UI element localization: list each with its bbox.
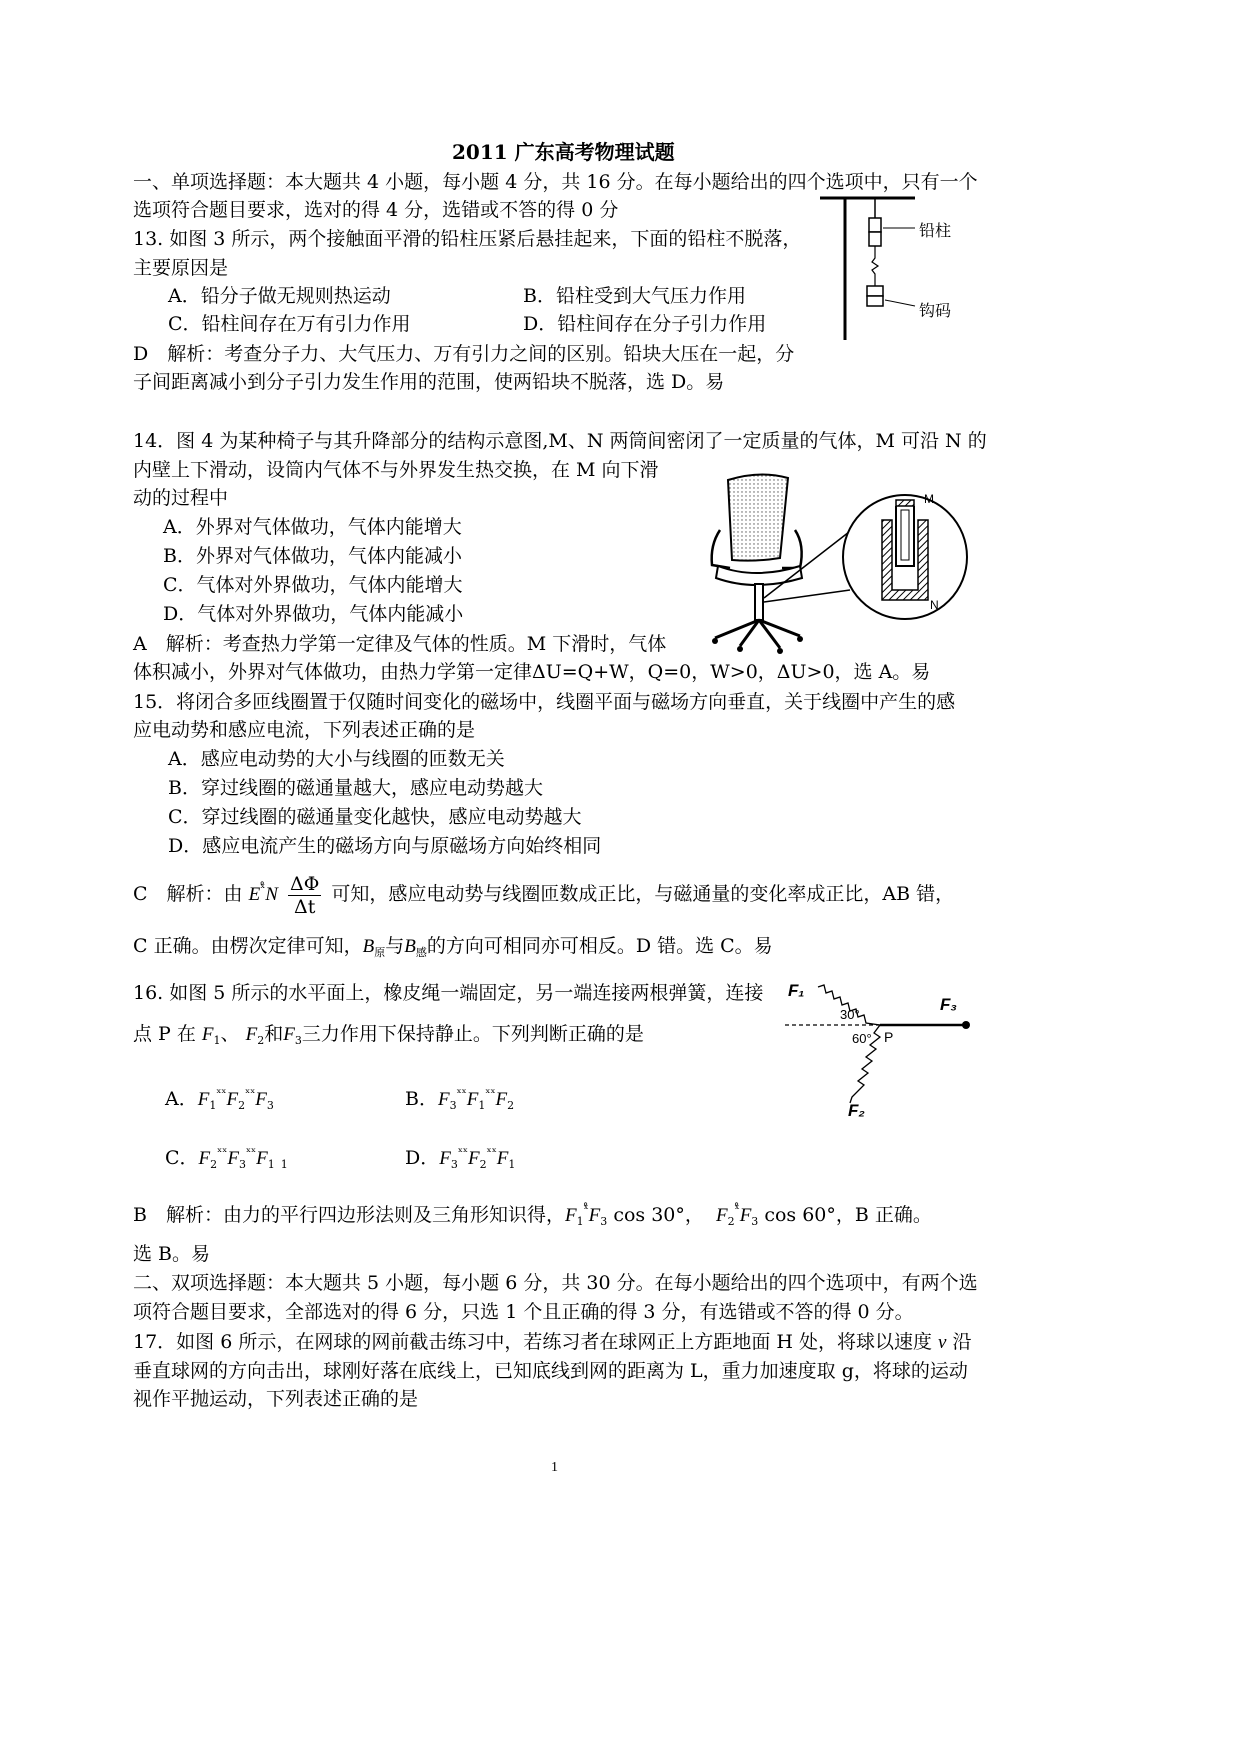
cos60-term: cos 60°	[764, 1204, 836, 1226]
q15-answer-line2: C 正确。由楞次定律可知，$B_原$与$B_感$的方向可相同亦可相反。D 错。选 C。易	[133, 935, 773, 959]
q13-answer-line2: 子间距离减小到分子引力发生作用的范围，使两铅块不脱落，选 D。易	[133, 371, 725, 393]
cylinder-n-label: N	[930, 598, 939, 612]
q17-stem-line3: 视作平抛运动，下列表述正确的是	[133, 1388, 419, 1410]
q16-option-b-label: B．	[405, 1088, 438, 1110]
q14-stem-line1: 14．图 4 为某种椅子与其升降部分的结构示意图,M、N 两筒间密闭了一定质量的气体，M 可沿 N 的	[133, 430, 987, 452]
q16-option-a: A．$F_1^{ˣˣ}F_2^{ˣˣ}F_3$	[165, 1086, 274, 1112]
chair-figure	[700, 470, 970, 655]
q15-option-b: B．穿过线圈的磁通量越大，感应电动势越大	[168, 777, 543, 799]
q17-stem1-prefix: 17．如图 6 所示，在网球的网前截击练习中，若练习者在球网正上方距地面 H 处，将球以速度	[133, 1331, 932, 1353]
q14-option-d: D．气体对外界做功，气体内能减小	[163, 603, 464, 625]
emf-symbol: E	[248, 884, 261, 905]
q15-option-d: D．感应电流产生的磁场方向与原磁场方向始终相同	[168, 835, 602, 857]
q13-option-a: A．铅分子做无规则热运动	[168, 285, 391, 307]
q14-stem-line3: 动的过程中	[133, 487, 229, 509]
angle-30-label: 30°	[840, 1007, 860, 1022]
q14-answer-line2: 体积减小，外界对气体做功，由热力学第一定律ΔU=Q+W，Q=0，W>0，ΔU>0，选 A。易	[133, 661, 931, 683]
fraction-denominator: Δt	[294, 895, 316, 918]
q13-option-b: B．铅柱受到大气压力作用	[523, 285, 746, 307]
q16-stem-line1: 16. 如图 5 所示的水平面上，橡皮绳一端固定，另一端连接两根弹簧，连接	[133, 982, 764, 1004]
page-title: 2011 广东高考物理试题	[452, 140, 675, 164]
proportional-symbol: ˣ̊	[260, 881, 266, 895]
q16-option-c: C．$F_2^{ˣˣ}F_3^{ˣˣ}F_1$ $_1$	[165, 1145, 288, 1171]
angle-60-label: 60°	[852, 1031, 872, 1046]
q16-answer-line1: B 解析：由力的平行四边形法则及三角形知识得，$F_1^{ˣ̊}F_3$ cos 30°， $F_2^{ˣ̊}F_3$ cos 60°，B 正确。	[133, 1202, 932, 1228]
velocity-symbol: v	[938, 1332, 947, 1353]
q17-stem-line1	[133, 1330, 972, 1355]
section2-intro-line1: 二、双项选择题：本大题共 5 小题，每小题 6 分，共 30 分。在每小题给出的四个选项中，有两个选	[133, 1272, 978, 1294]
lead-cylinder-label: 铅柱	[919, 221, 952, 240]
q14-option-b: B．外界对气体做功，气体内能减小	[163, 545, 462, 567]
q14-answer-line1: A 解析：考查热力学第一定律及气体的性质。M 下滑时，气体	[133, 633, 667, 655]
q13-option-c: C．铅柱间存在万有引力作用	[168, 313, 411, 335]
q15-stem-line2: 应电动势和感应电流，下列表述正确的是	[133, 719, 476, 741]
q15-stem-line1: 15．将闭合多匝线圈置于仅随时间变化的磁场中，线圈平面与磁场方向垂直，关于线圈中产生的感	[133, 691, 956, 713]
section1-intro-line2: 选项符合题目要求，选对的得 4 分，选错或不答的得 0 分	[133, 199, 619, 221]
section2-intro-line2: 项符合题目要求，全部选对的得 6 分，只选 1 个且正确的得 3 分，有选错或不答的得 0 分。	[133, 1301, 914, 1323]
q16-option-d-label: D．	[405, 1147, 440, 1169]
q15-option-c: C．穿过线圈的磁通量变化越快，感应电动势越大	[168, 806, 582, 828]
section1-intro-line1: 一、单项选择题：本大题共 4 小题，每小题 4 分，共 16 分。在每小题给出的四个选项中，只有一个	[133, 171, 978, 193]
q16-option-d: D．$F_3^{ˣˣ}F_2^{ˣˣ}F_1$	[405, 1145, 516, 1171]
q15-answer-rest: 可知，感应电动势与线圈匝数成正比，与磁通量的变化率成正比，AB 错，	[331, 883, 955, 905]
cylinder-m-label: M	[924, 492, 934, 506]
fraction-numerator: ΔΦ	[290, 872, 320, 895]
q16-stem-line2: 点 P 在 $F_1$、 $F_2$和$F_3$三力作用下保持静止。下列判断正确的是	[133, 1023, 644, 1047]
b-original-sub: 原	[374, 946, 386, 959]
q16-option-b: B．$F_3^{ˣˣ}F_1^{ˣˣ}F_2$	[405, 1086, 515, 1112]
turns-symbol: N	[265, 884, 278, 905]
force-f3-label: F₃	[940, 995, 957, 1014]
q15-answer2-prefix: C 正确。由楞次定律可知，	[133, 935, 363, 957]
force-f1-label: F₁	[788, 981, 805, 1000]
flux-rate-fraction	[288, 873, 321, 918]
weight-label: 钩码	[919, 301, 952, 320]
stray-subscript: 1	[280, 1158, 288, 1171]
force-f2-label: F₂	[848, 1101, 865, 1120]
q13-answer-line1: D 解析：考查分子力、大气压力、万有引力之间的区别。铅块大压在一起，分	[133, 343, 795, 365]
q17-stem1-rest: 沿	[952, 1331, 972, 1353]
point-p-label: P	[884, 1029, 894, 1045]
q16-stem2-and: 和	[264, 1023, 284, 1045]
q16-answer-rest: ，B 正确。	[835, 1204, 932, 1226]
q15-answer2-mid: 与	[385, 935, 405, 957]
q16-option-a-label: A．	[165, 1088, 198, 1110]
q14-option-a: A．外界对气体做功，气体内能增大	[163, 516, 462, 538]
q13-stem-line2: 主要原因是	[133, 257, 229, 279]
q15-option-a: A．感应电动势的大小与线圈的匝数无关	[168, 748, 505, 770]
q17-stem-line2: 垂直球网的方向击出，球刚好落在底线上，已知底线到网的距离为 L，重力加速度取 g，将球的运动	[133, 1360, 968, 1382]
q13-option-d: D．铅柱间存在分子引力作用	[523, 313, 767, 335]
cos30-term: cos 30°	[613, 1204, 685, 1226]
q16-option-c-label: C．	[165, 1147, 199, 1169]
q16-stem2-sep: 、	[220, 1023, 240, 1045]
q13-stem-line1: 13. 如图 3 所示，两个接触面平滑的铅柱压紧后悬挂起来，下面的铅柱不脱落，	[133, 228, 802, 250]
q15-answer-line1	[133, 865, 954, 918]
q15-answer-prefix: C 解析：由	[133, 883, 243, 905]
q14-stem-line2: 内壁上下滑动，设筒内气体不与外界发生热交换，在 M 向下滑	[133, 459, 659, 481]
force-diagram	[780, 975, 980, 1130]
q14-option-c: C．气体对外界做功，气体内能增大	[163, 574, 463, 596]
q16-answer-prefix: B 解析：由力的平行四边形法则及三角形知识得，	[133, 1204, 565, 1226]
q16-stem2-rest: 三力作用下保持静止。下列判断正确的是	[301, 1023, 644, 1045]
q15-answer2-rest: 的方向可相同亦可相反。D 错。选 C。易	[426, 935, 773, 957]
q16-answer-line2: 选 B。易	[133, 1243, 211, 1265]
b-induced-sub: 感	[415, 946, 427, 959]
q16-stem2-prefix: 点 P 在	[133, 1023, 196, 1045]
page-number: 1	[551, 1460, 558, 1475]
lead-cylinder-figure	[815, 190, 975, 342]
